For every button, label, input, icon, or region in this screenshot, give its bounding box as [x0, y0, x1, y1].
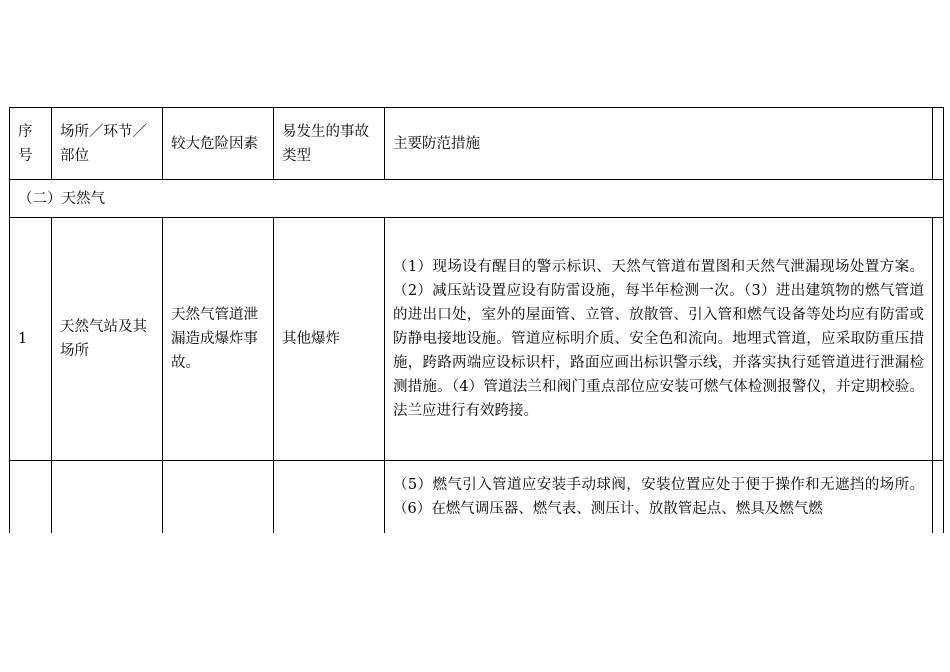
row-accident-type: 其他爆炸: [274, 218, 385, 461]
table-row: [10, 218, 944, 461]
section-row: [10, 180, 944, 218]
header-extra: [933, 108, 944, 180]
header-no: 序号: [10, 108, 52, 180]
table-row: [10, 461, 944, 533]
row-measures: （1）现场设有醒目的警示标识、天然气管道布置图和天然气泄漏现场处置方案。（2）减压站设置应设有防雷设施，每半年检测一次。（3）进出建筑物的燃气管道的进出口处，室外的屋面管、立管、放散管、引入管和燃气设备等处均应有防雷或防静电接地设施。管道应标明介质、安全色和流向。地埋式管道，应采取防重压措施，跨路两端应设标识杆，路面应画出标识警示线，并落实执行延管道进行泄漏检测措施。（4）管道法兰和阀门重点部位应安装可燃气体检测报警仪，并定期校验。法兰应进行有效跨接。: [385, 218, 933, 461]
row-extra: [933, 218, 944, 461]
section-title: （二）天然气: [10, 180, 944, 218]
row-place: 天然气站及其场所: [52, 218, 163, 461]
row-no: [10, 461, 52, 533]
header-measures: 主要防范措施: [385, 108, 933, 180]
row-hazard: 天然气管道泄漏造成爆炸事故。: [163, 218, 274, 461]
header-accident-type: 易发生的事故类型: [274, 108, 385, 180]
header-hazard: 较大危险因素: [163, 108, 274, 180]
row-extra: [933, 461, 944, 533]
safety-measures-table: [9, 107, 944, 533]
row-no: 1: [10, 218, 52, 461]
row-accident-type: [274, 461, 385, 533]
row-place: [52, 461, 163, 533]
row-measures: （5）燃气引入管道应安装手动球阀，安装位置应处于便于操作和无遮挡的场所。（6）在燃气调压器、燃气表、测压计、放散管起点、燃具及燃气燃: [385, 461, 933, 533]
row-hazard: [163, 461, 274, 533]
header-row: [10, 108, 944, 180]
header-place: 场所／环节／部位: [52, 108, 163, 180]
